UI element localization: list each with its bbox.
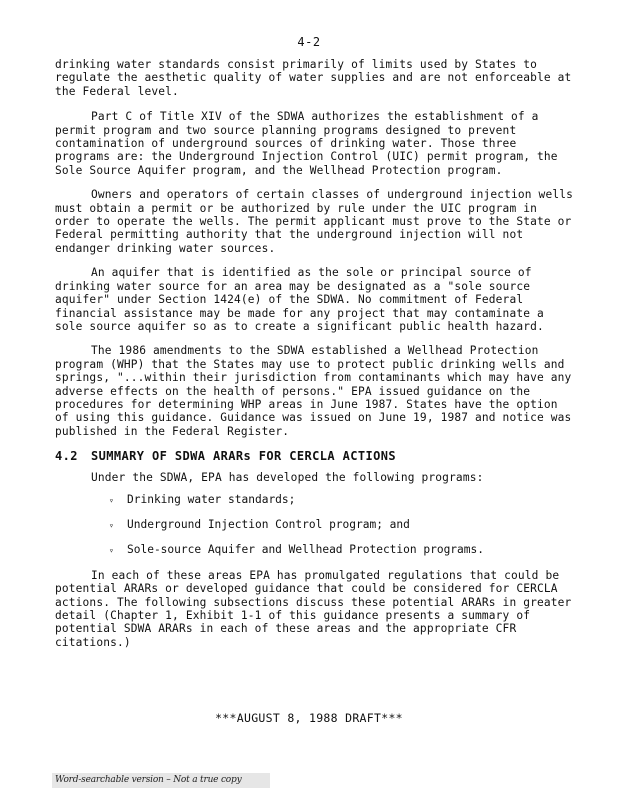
list-item: ▿ Sole-source Aquifer and Wellhead Protection programs. bbox=[109, 543, 484, 557]
document-body bbox=[55, 58, 575, 660]
bullet-icon: ▿ bbox=[109, 495, 114, 505]
paragraph-uic: Owners and operators of certain classes of underground injection wells must obtain a permit or be authorized by rule under the UIC program in order to operate the wells. The permit applicant must prove to the State or Federal permitting authority that the underground injection will not endanger drinking water sources. bbox=[55, 188, 573, 255]
word-searchable-notice: Word-searchable version – Not a true copy bbox=[52, 773, 270, 788]
page-number: 4-2 bbox=[297, 35, 321, 49]
paragraph-potential-arars: In each of these areas EPA has promulgated regulations that could be potential ARARs or developed guidance that could be considered for CERCLA actions. The following subsections discuss these potential ARARs in greater detail (Chapter 1, Exhibit 1-1 of this guidance presents a summary of potential SDWA ARARs in each of these areas and the appropriate CFR citations.) bbox=[55, 568, 572, 649]
section-title: SUMMARY OF SDWA ARARs FOR CERCLA ACTIONS bbox=[91, 449, 396, 464]
section-heading bbox=[55, 449, 575, 463]
section-number: 4.2 bbox=[55, 449, 78, 464]
bullet-icon: ▿ bbox=[109, 520, 114, 530]
draft-footer: ***AUGUST 8, 1988 DRAFT*** bbox=[215, 711, 403, 725]
paragraph-wellhead: The 1986 amendments to the SDWA established a Wellhead Protection program (WHP) that the States may use to protect public drinking wells and springs, "...within their jurisdiction from contaminants which may have any adverse effects on the health of persons." EPA issued guidance on the procedures for determining WHP areas in June 1987. States have the option of using this guidance. Guidance was issued on June 19, 1987 and notice was published in the Federal Register. bbox=[55, 344, 572, 438]
list-item: ▿ Drinking water standards; bbox=[109, 492, 296, 506]
paragraph-sole-source: An aquifer that is identified as the sole or principal source of drinking water source for an area may be designated as a "sole source aquifer" under Section 1424(e) of the SDWA. No commitment of Federal financial assistance may be made for any project that may contaminate a sole source aquifer so as to create a significant public health hazard. bbox=[55, 266, 544, 333]
program-list bbox=[55, 493, 575, 557]
list-item: ▿ Underground Injection Control program; and bbox=[109, 517, 410, 531]
paragraph-intro: Under the SDWA, EPA has developed the following programs: bbox=[91, 471, 484, 485]
bullet-icon: ▿ bbox=[109, 546, 114, 556]
paragraph-part-c: Part C of Title XIV of the SDWA authorizes the establishment of a permit program and two source planning programs designed to prevent contamination of underground sources of drinking water. Those three programs are: the Underground Injection Control (UIC) permit program, the Sole Source Aquifer program, and the Wellhead Protection program. bbox=[55, 110, 558, 177]
paragraph-secondary-standards: drinking water standards consist primarily of limits used by States to regulate the aesthetic quality of water supplies and are not enforceable at the Federal level. bbox=[55, 58, 572, 98]
